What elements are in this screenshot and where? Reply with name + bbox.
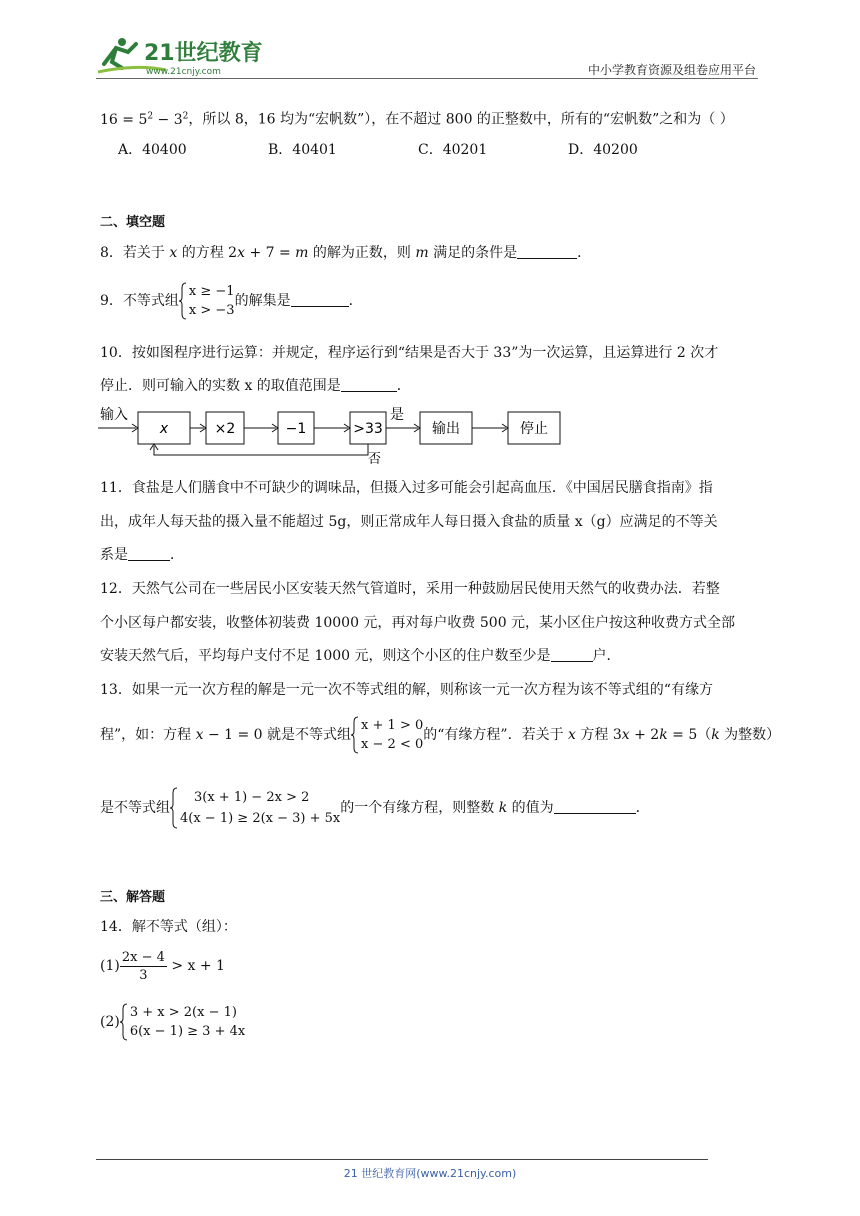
q14-stem: 14．解不等式（组）：	[100, 919, 237, 935]
q7-option-a[interactable]: A．40400	[118, 142, 187, 158]
logo-text: 21世纪教育	[144, 41, 263, 66]
q7-option-b[interactable]: B．40401	[268, 142, 337, 158]
header-divider	[96, 78, 758, 79]
q9-system: x ≥ −1 x > −3	[179, 282, 235, 320]
q13-example-system: x + 1 > 0 x − 2 < 0	[351, 716, 423, 754]
brace-icon	[170, 787, 178, 829]
brace-icon	[179, 282, 187, 320]
q12-line3: 安装天然气后，平均每户支付不足 1000 元，则这个小区的住户数至少是 户．	[100, 648, 621, 664]
brace-icon	[120, 1003, 128, 1041]
q10-answer-blank[interactable]	[341, 377, 397, 392]
section-solve: 三、解答题	[100, 890, 166, 905]
svg-text:−1: −1	[285, 421, 307, 437]
q13-line2: 程”，如：方程 x − 1 = 0 就是不等式组 x + 1 > 0 x − 2 < 0 的“有缘方程”．若关于 x 方程 3x + 2k = 5（k 为整数）	[100, 718, 781, 752]
section-fill-in: 二、填空题	[100, 215, 166, 230]
q11-line3: 系是 ．	[100, 547, 184, 563]
q7-equation: $16 = 5^2 - 3^2$	[100, 111, 189, 128]
q14-part2: (2) 3 + x > 2(x − 1) 6(x − 1) ≥ 3 + 4x	[100, 1005, 246, 1039]
logo-url: www.21cnjy.com	[146, 67, 221, 77]
q7-option-d[interactable]: D．40200	[568, 142, 638, 158]
q14-fraction: $\frac{2x - 4}{3}$	[121, 949, 165, 983]
svg-text:输出: 输出	[432, 421, 460, 437]
footer-divider	[96, 1159, 708, 1160]
q12-answer-blank[interactable]	[551, 647, 593, 662]
runner-logo-icon	[96, 34, 266, 78]
q14-part1: (1) $\frac{2x - 4}{3}$ > x + 1	[100, 949, 225, 983]
q12-line2: 个小区每户都安装，收整体初装费 10000 元，再对每户收费 500 元，某小区住户按这种收费方式全部	[100, 615, 736, 631]
svg-text:×2: ×2	[214, 421, 236, 437]
svg-text:x: x	[159, 421, 169, 437]
footer-link[interactable]: 21 世纪教育网(www.21cnjy.com)	[343, 1167, 517, 1180]
svg-text:停止: 停止	[520, 421, 548, 437]
flow-input-label: 输入	[100, 407, 128, 423]
q13-line1: 13．如果一元一次方程的解是一元一次不等式组的解，则称该一元一次方程为该不等式组的“有缘方	[100, 682, 713, 698]
q7-stem	[100, 106, 734, 130]
platform-name: 中小学教育资源及组卷应用平台	[587, 63, 756, 77]
q7-stem-text: ，所以 8，16 均为“宏帆数”），在不超过 800 的正整数中，所有的“宏帆数”之和为（ ）	[188, 111, 734, 128]
svg-text:>33: >33	[353, 421, 383, 437]
site-logo	[96, 34, 266, 78]
q7-options	[118, 140, 718, 160]
q9-answer-blank[interactable]	[291, 292, 349, 307]
q8: 8．若关于 x 的方程 2x + 7 = m 的解为正数，则 m 满足的条件是 ．	[100, 245, 592, 261]
q13-line3: 是不等式组 3(x + 1) − 2x > 2 4(x − 1) ≥ 2(x − 3) + 5x 的一个有缘方程，则整数 k 的值为 ．	[100, 787, 650, 829]
q13-answer-blank[interactable]	[554, 799, 636, 814]
q10-line2: 停止．则可输入的实数 x 的取值范围是 ．	[100, 378, 411, 394]
q13-system: 3(x + 1) − 2x > 2 4(x − 1) ≥ 2(x − 3) + 5x	[170, 787, 340, 829]
q12-line1: 12．天然气公司在一些居民小区安装天然气管道时，采用一种鼓励居民使用天然气的收费办法．若整	[100, 581, 720, 597]
q10-line1: 10．按如图程序进行运算：并规定，程序运行到“结果是否大于 33”为一次运算，且运算进行 2 次才	[100, 345, 719, 361]
q8-answer-blank[interactable]	[517, 244, 577, 259]
q14-system: 3 + x > 2(x − 1) 6(x − 1) ≥ 3 + 4x	[120, 1003, 245, 1041]
q7-option-c[interactable]: C．40201	[418, 142, 488, 158]
brace-icon	[351, 716, 359, 754]
flow-yes-label: 是	[390, 407, 404, 423]
program-flowchart	[98, 403, 568, 467]
q9: 9．不等式组 x ≥ −1 x > −3 的解集是 ．	[100, 284, 363, 318]
q11-line2: 出，成年人每天盐的摄入量不能超过 5g，则正常成年人每日摄入食盐的质量 x（g）应满足的不等关	[100, 514, 718, 530]
flow-no-label: 否	[368, 452, 382, 467]
q11-line1: 11．食盐是人们膳食中不可缺少的调味品，但摄入过多可能会引起高血压．《中国居民膳食指南》指	[100, 480, 713, 496]
q11-answer-blank[interactable]	[128, 546, 170, 561]
q8-equation: 2x + 7 = m	[228, 245, 309, 261]
